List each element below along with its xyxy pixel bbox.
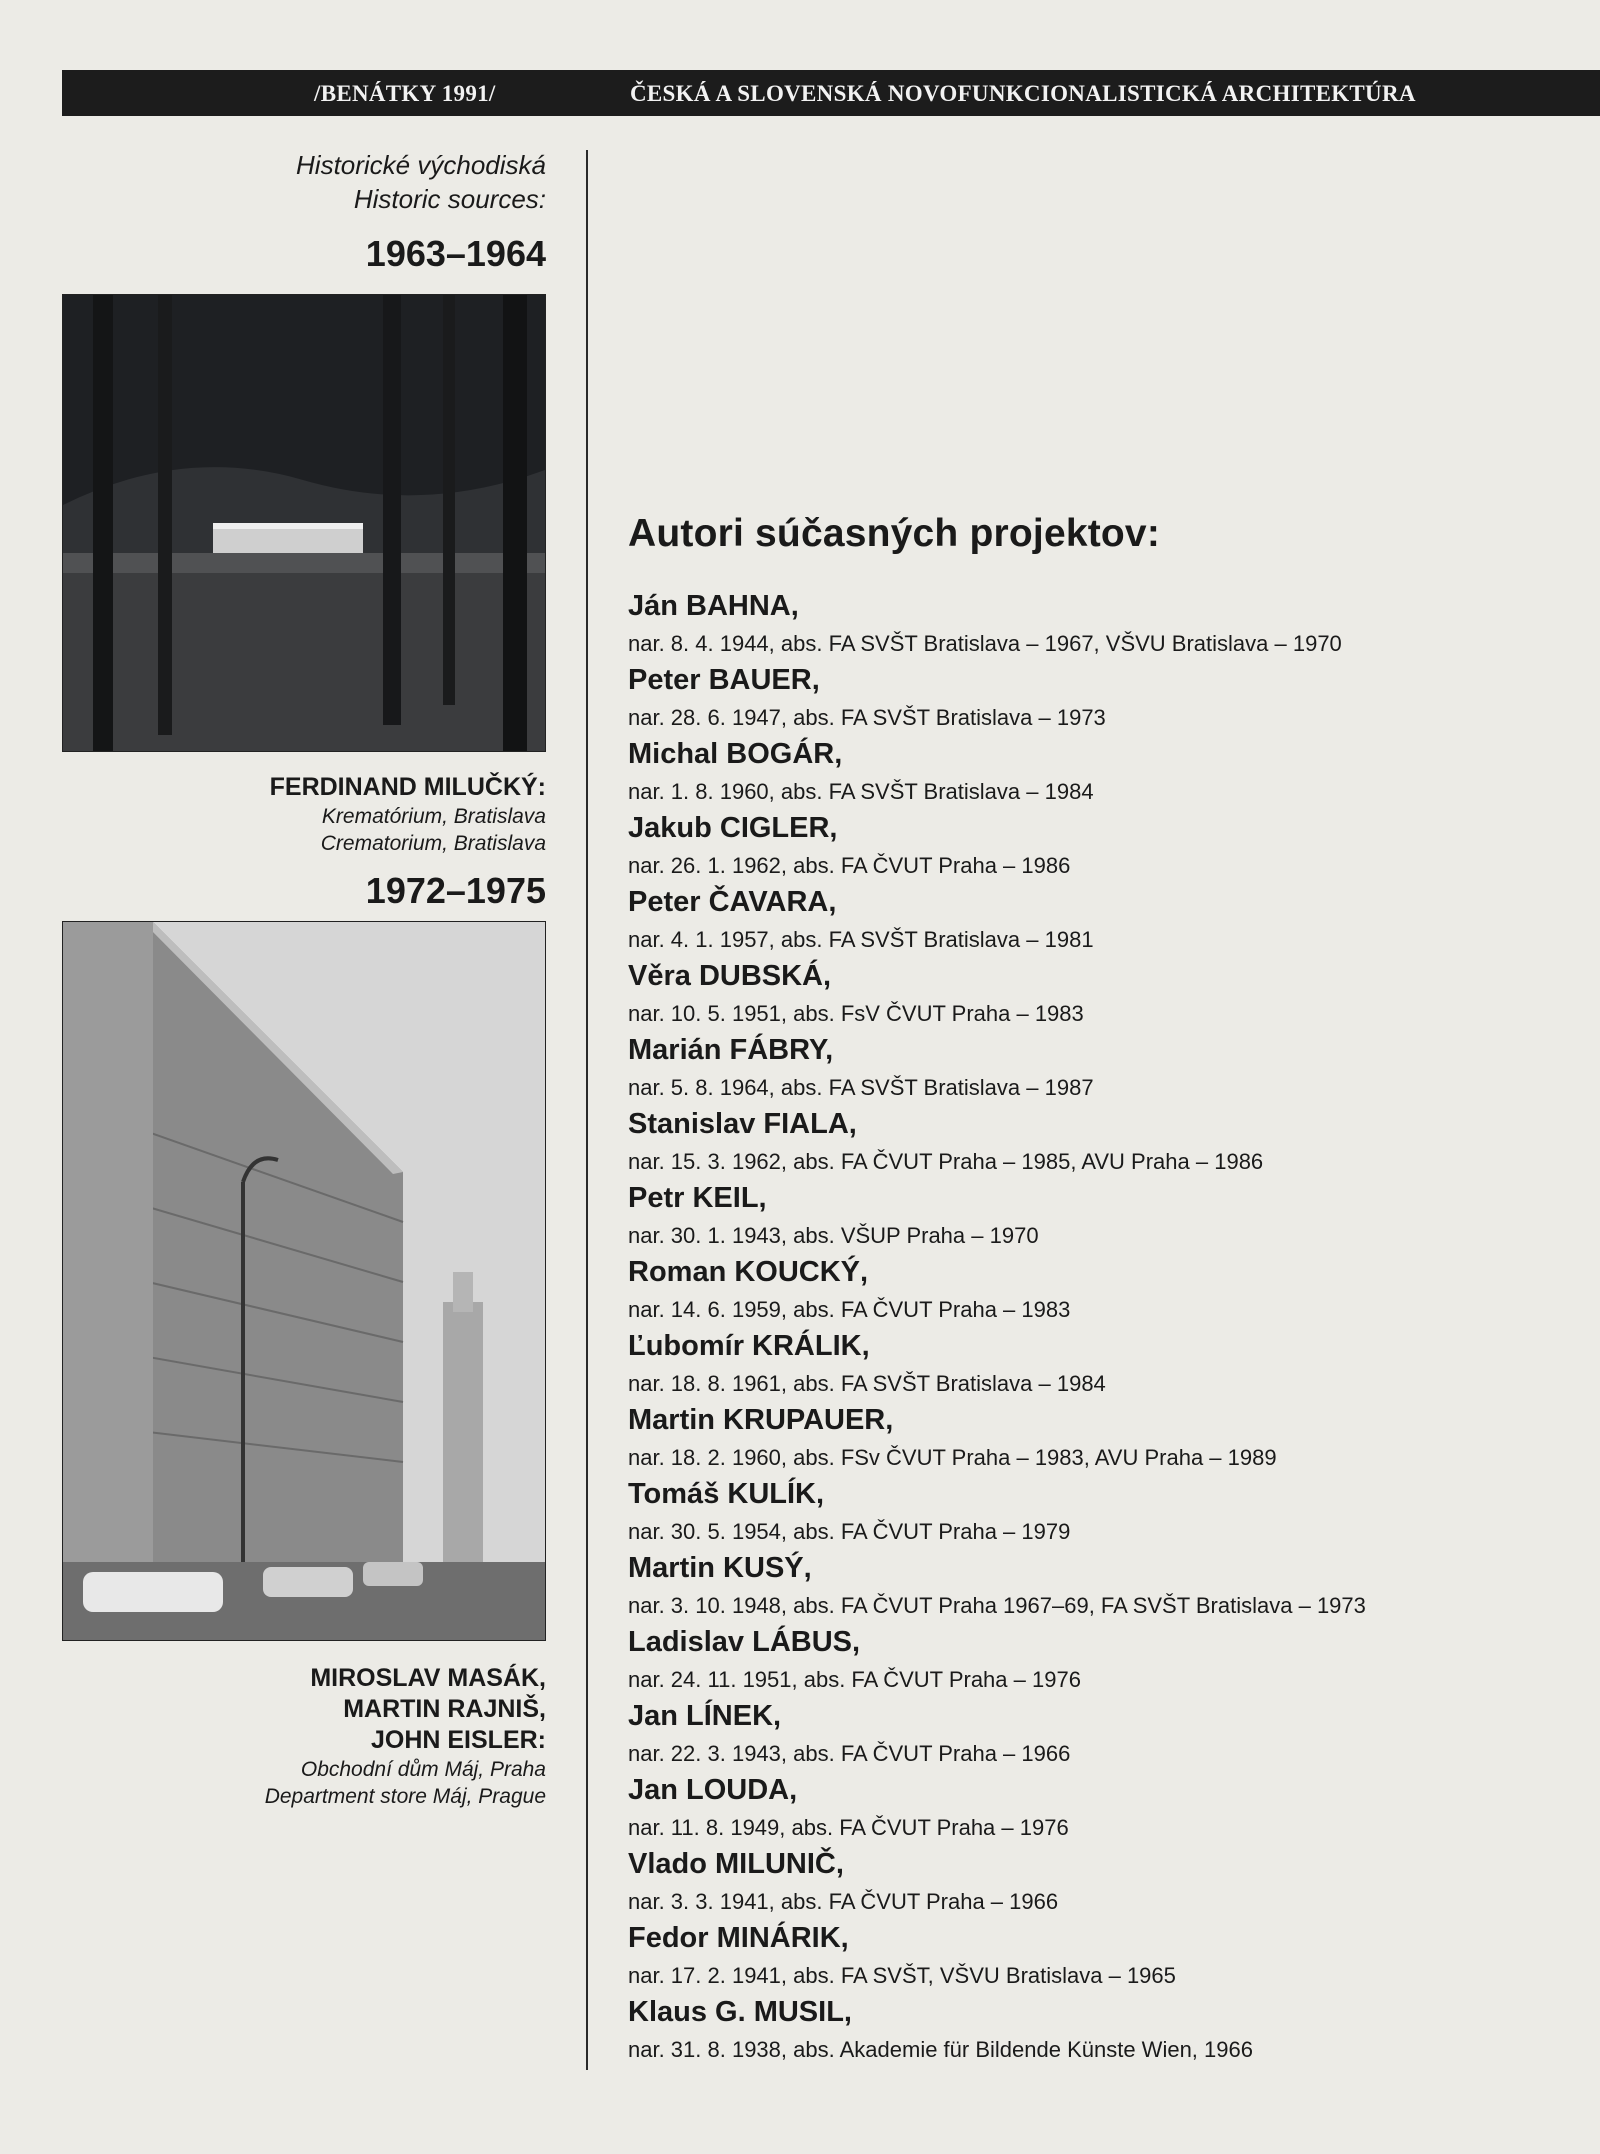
crematorium-photo [62, 294, 546, 752]
author-details: nar. 11. 8. 1949, abs. FA ČVUT Praha – 1976 [628, 1815, 1069, 1840]
header-bar [62, 70, 1600, 116]
author-name: Marián FÁBRY, [628, 1034, 834, 1066]
author-details: nar. 4. 1. 1957, abs. FA SVŠT Bratislava – 1981 [628, 927, 1094, 952]
department-store-photo [62, 921, 546, 1641]
author-name: Ján BAHNA, [628, 590, 799, 622]
author-entry [628, 1476, 1588, 1550]
author-entry [628, 736, 1588, 810]
author-name: Jakub CIGLER, [628, 812, 838, 844]
author-details: nar. 1. 8. 1960, abs. FA SVŠT Bratislava – 1984 [628, 779, 1094, 804]
author-entry [628, 1550, 1588, 1624]
authors-section [628, 510, 1588, 2068]
author-name: Stanislav FIALA, [628, 1108, 857, 1140]
author-details: nar. 3. 10. 1948, abs. FA ČVUT Praha 1967–69, FA SVŠT Bratislava – 1973 [628, 1593, 1366, 1618]
author-name: Martin KRUPAUER, [628, 1404, 894, 1436]
author-details: nar. 17. 2. 1941, abs. FA SVŠT, VŠVU Bratislava – 1965 [628, 1963, 1176, 1988]
project-desc-sk: Krematórium, Bratislava [321, 805, 546, 828]
author-entry [628, 1106, 1588, 1180]
author-entry [628, 1402, 1588, 1476]
architect-name: MARTIN RAJNIŠ, [343, 1695, 546, 1723]
author-details: nar. 3. 3. 1941, abs. FA ČVUT Praha – 1966 [628, 1889, 1059, 1914]
author-entry [628, 588, 1588, 662]
author-details: nar. 22. 3. 1943, abs. FA ČVUT Praha – 1966 [628, 1741, 1071, 1766]
architect-name: JOHN EISLER: [370, 1726, 546, 1754]
project-desc-en: Department store Máj, Prague [264, 1785, 546, 1808]
author-entry [628, 1772, 1588, 1846]
author-entry [628, 1254, 1588, 1328]
author-entry [628, 1032, 1588, 1106]
author-details: nar. 15. 3. 1962, abs. FA ČVUT Praha – 1985, AVU Praha – 1986 [628, 1149, 1264, 1174]
author-details: nar. 18. 2. 1960, abs. FSv ČVUT Praha – 1983, AVU Praha – 1989 [628, 1445, 1277, 1470]
author-name: Věra DUBSKÁ, [628, 960, 832, 992]
author-entry [628, 810, 1588, 884]
author-entry [628, 1698, 1588, 1772]
header-event: /BENÁTKY 1991/ [314, 81, 496, 106]
department-store-illustration [63, 922, 545, 1640]
author-details: nar. 30. 1. 1943, abs. VŠUP Praha – 1970 [628, 1223, 1039, 1248]
author-name: Martin KUSÝ, [628, 1552, 812, 1584]
header-title: ČESKÁ A SLOVENSKÁ NOVOFUNKCIONALISTICKÁ ARCHITEKTÚRA [630, 81, 1416, 106]
author-details: nar. 8. 4. 1944, abs. FA SVŠT Bratislava – 1967, VŠVU Bratislava – 1970 [628, 631, 1342, 656]
author-name: Ladislav LÁBUS, [628, 1626, 861, 1658]
period-years: 1963–1964 [365, 233, 546, 274]
author-details: nar. 18. 8. 1961, abs. FA SVŠT Bratislava – 1984 [628, 1371, 1106, 1396]
author-entry [628, 1180, 1588, 1254]
author-name: Peter BAUER, [628, 664, 820, 696]
project-desc-sk: Obchodní dům Máj, Praha [300, 1758, 546, 1781]
author-name: Roman KOUCKÝ, [628, 1256, 869, 1288]
author-entry [628, 1624, 1588, 1698]
author-entry [628, 1328, 1588, 1402]
historic-heading-sk: Historické východiská [296, 150, 546, 180]
period-years: 1972–1975 [365, 870, 546, 911]
author-details: nar. 24. 11. 1951, abs. FA ČVUT Praha – 1976 [628, 1667, 1081, 1692]
author-entry [628, 958, 1588, 1032]
historic-heading-en: Historic sources: [353, 184, 546, 214]
author-details: nar. 26. 1. 1962, abs. FA ČVUT Praha – 1986 [628, 853, 1071, 878]
author-name: Petr KEIL, [628, 1182, 767, 1214]
author-name: Jan LOUDA, [628, 1774, 798, 1806]
author-entry [628, 1846, 1588, 1920]
architect-name: FERDINAND MILUČKÝ: [269, 773, 546, 801]
architect-name: MIROSLAV MASÁK, [310, 1664, 546, 1692]
author-name: Michal BOGÁR, [628, 738, 843, 770]
author-list [628, 588, 1588, 2068]
author-details: nar. 14. 6. 1959, abs. FA ČVUT Praha – 1983 [628, 1297, 1071, 1322]
author-name: Jan LÍNEK, [628, 1700, 782, 1732]
author-name: Ľubomír KRÁLIK, [628, 1330, 870, 1362]
author-name: Vlado MILUNIČ, [628, 1848, 844, 1880]
author-details: nar. 28. 6. 1947, abs. FA SVŠT Bratislava – 1973 [628, 705, 1106, 730]
author-name: Tomáš KULÍK, [628, 1478, 825, 1510]
author-entry [628, 662, 1588, 736]
author-entry [628, 1994, 1588, 2068]
section-title: Autori súčasných projektov: [628, 512, 1161, 555]
author-details: nar. 31. 8. 1938, abs. Akademie für Bildende Künste Wien, 1966 [628, 2037, 1253, 2062]
author-entry [628, 884, 1588, 958]
author-details: nar. 5. 8. 1964, abs. FA SVŠT Bratislava – 1987 [628, 1075, 1094, 1100]
author-entry [628, 1920, 1588, 1994]
author-details: nar. 30. 5. 1954, abs. FA ČVUT Praha – 1979 [628, 1519, 1071, 1544]
column-divider [586, 150, 588, 2070]
project-desc-en: Crematorium, Bratislava [320, 832, 546, 855]
author-name: Peter ČAVARA, [628, 886, 837, 918]
author-details: nar. 10. 5. 1951, abs. FsV ČVUT Praha – 1983 [628, 1001, 1084, 1026]
sidebar [62, 140, 546, 1810]
author-name: Klaus G. MUSIL, [628, 1996, 852, 2028]
author-name: Fedor MINÁRIK, [628, 1922, 849, 1954]
crematorium-illustration [63, 295, 545, 751]
